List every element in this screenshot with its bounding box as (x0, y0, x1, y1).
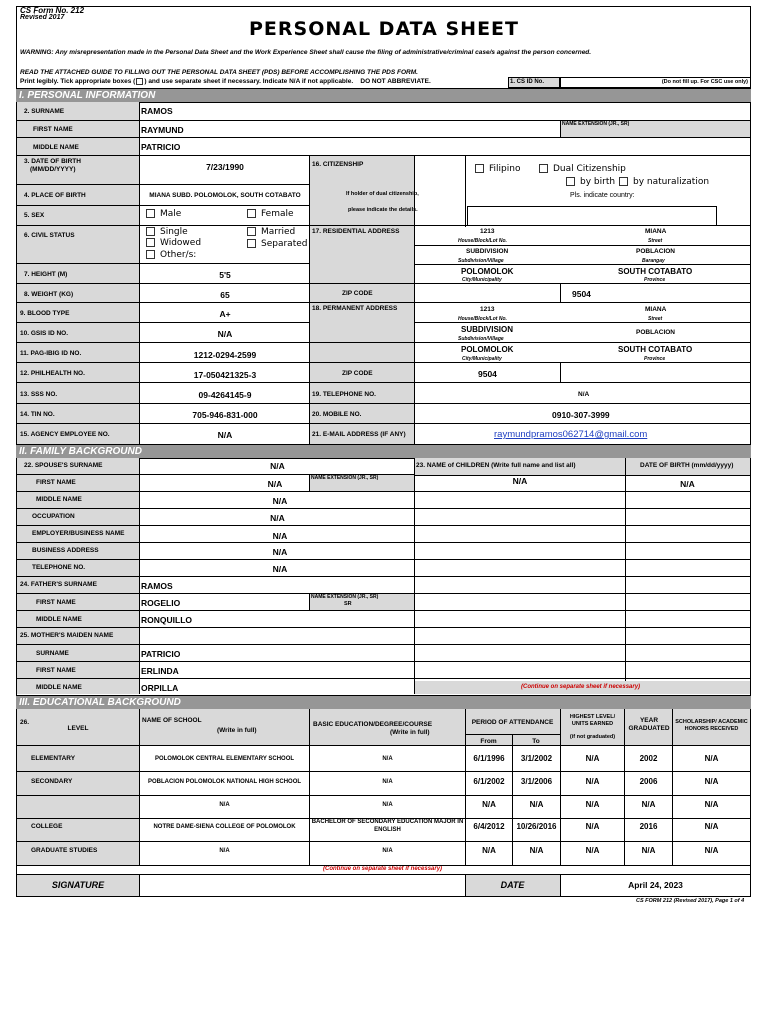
edu-level-cell: COLLEGE (31, 823, 63, 830)
civil-married-option[interactable] (247, 227, 295, 237)
citizenship-label: 16. CITIZENSHIP (312, 161, 364, 168)
sss-label: 13. SSS NO. (20, 391, 58, 398)
edu-school-cell[interactable]: POBLACION POLOMOLOK NATIONAL HIGH SCHOOL (147, 779, 302, 785)
edu-course-cell[interactable]: N/A (382, 779, 393, 785)
naturalization-checkbox[interactable] (619, 177, 628, 186)
filipino-checkbox[interactable] (475, 164, 484, 173)
grid-line (560, 362, 561, 382)
grid-line (17, 155, 750, 156)
perm-city[interactable]: POLOMOLOK (461, 345, 514, 354)
father-surname-value[interactable]: RAMOS (141, 581, 173, 591)
business-address-label: BUSINESS ADDRESS (32, 547, 99, 554)
cs-id-label: 1. CS ID No. (508, 77, 560, 88)
grid-line (414, 155, 415, 445)
subd-caption: Subdivision/Village (458, 258, 504, 264)
grid-line (17, 322, 310, 323)
grid-line (139, 874, 140, 896)
edu-units-cell[interactable]: N/A (585, 846, 600, 855)
signature-label: SIGNATURE (51, 880, 105, 890)
res-zip-label: ZIP CODE (342, 290, 373, 297)
street-caption: Street (648, 238, 663, 244)
grid-line (17, 795, 750, 796)
highest-subheader: (if not graduated) (569, 734, 616, 740)
signature-field[interactable] (141, 876, 463, 895)
perm-subd[interactable]: SUBDIVISION (461, 325, 514, 334)
pob-label: 4. PLACE OF BIRTH (24, 192, 86, 199)
agency-value[interactable]: N/A (217, 430, 233, 440)
res-city[interactable]: POLOMOLOK (461, 267, 514, 276)
separated-checkbox[interactable] (247, 239, 256, 248)
no-abbreviate: DO NOT ABBREVIATE. (360, 78, 431, 86)
grid-line (17, 661, 750, 662)
children-label: 23. NAME of CHILDREN (Write full name and list all) (416, 462, 576, 469)
mother-surname-value[interactable]: PATRICIO (141, 649, 181, 659)
single-text: Single (160, 227, 188, 237)
spouse-first-label: FIRST NAME (36, 479, 76, 486)
father-first-label: FIRST NAME (36, 599, 76, 606)
edu-school-cell[interactable]: POLOMOLOK CENTRAL ELEMENTARY SCHOOL (154, 756, 295, 762)
page-title: PERSONAL DATA SHEET (248, 18, 519, 40)
grid-line (415, 264, 750, 265)
citizenship-by-birth[interactable] (566, 177, 616, 187)
edu-school-cell[interactable]: N/A (219, 802, 230, 808)
civil-separated-option[interactable] (247, 239, 307, 249)
dob-value[interactable]: 7/23/1990 (206, 162, 244, 172)
grid-line (309, 474, 310, 491)
print-note-start: Print legibly. Tick appropriate boxes ( (20, 78, 136, 86)
grid-line (17, 745, 750, 746)
grid-line (17, 525, 750, 526)
gsis-value[interactable]: N/A (217, 329, 233, 339)
print-note (20, 78, 431, 85)
citizenship-filipino[interactable] (475, 164, 520, 174)
perm-street[interactable]: MIANA (645, 306, 667, 313)
from-header: From (480, 738, 497, 745)
mother-first-value[interactable]: ERLINDA (141, 666, 179, 676)
school-write-full: (Write in full) (217, 727, 257, 734)
mother-first-label: FIRST NAME (36, 667, 76, 674)
grid-line (17, 508, 750, 509)
grid-line (415, 245, 750, 246)
spouse-ext-label: NAME EXTENSION (JR., SR) (311, 475, 379, 481)
date-value[interactable]: April 24, 2023 (628, 880, 683, 890)
grid-line (17, 841, 750, 842)
year-header: YEAR GRADUATED (628, 717, 670, 732)
grid-line (17, 423, 750, 424)
civil-single-option[interactable] (146, 227, 188, 237)
philhealth-label: 12. PHILHEALTH NO. (20, 370, 85, 377)
csc-only-field: (Do not fill up. For CSC use only) (560, 77, 751, 88)
guide-text: READ THE ATTACHED GUIDE TO FILLING OUT THE PERSONAL DATA SHEET (PDS) BEFORE ACCOMPLISHING THE PDS FORM. (20, 69, 418, 76)
pob-value[interactable]: MIANA SUBD. POLOMOLOK, SOUTH COTABATO (149, 192, 301, 199)
edu-year-cell[interactable]: 2016 (639, 822, 658, 831)
edu-year-cell[interactable]: 2006 (639, 777, 658, 786)
res-street[interactable]: MIANA (645, 228, 667, 235)
perm-house-caption: House/Block/Lot No. (458, 316, 507, 322)
edu-level-cell: SECONDARY (31, 778, 73, 785)
edu-from-cell[interactable]: N/A (482, 800, 496, 809)
grid-line (17, 120, 750, 121)
father-ext-label: NAME EXTENSION (JR., SR) (311, 594, 379, 600)
agency-label: 15. AGENCY EMPLOYEE NO. (20, 431, 110, 438)
married-text: Married (261, 227, 296, 237)
edu-course-cell[interactable]: N/A (382, 848, 393, 854)
edu-year-cell[interactable]: 2002 (639, 754, 658, 763)
perm-province[interactable]: SOUTH COTABATO (618, 345, 693, 354)
edu-school-cell[interactable]: N/A (219, 848, 230, 854)
occupation-label: OCCUPATION (32, 513, 75, 520)
edu-honors-cell[interactable]: N/A (704, 777, 719, 786)
first-name-value[interactable]: RAYMUND (141, 125, 184, 135)
res-zip-value[interactable]: 9504 (572, 289, 591, 299)
married-checkbox[interactable] (247, 227, 256, 236)
edu-to-cell[interactable]: 3/1/2006 (520, 777, 553, 786)
section-family-background: II. FAMILY BACKGROUND (16, 444, 751, 459)
blood-type-value[interactable]: A+ (219, 309, 231, 319)
form-page-number: CS FORM 212 (Revised 2017), Page 1 of 4 (636, 898, 745, 904)
height-label: 7. HEIGHT (M) (24, 271, 68, 278)
grid-line (17, 771, 750, 772)
spouse-middle-label: MIDDLE NAME (36, 496, 82, 503)
spouse-middle-value[interactable]: N/A (272, 496, 288, 506)
grid-line (17, 865, 750, 866)
middle-name-value[interactable]: PATRICIO (141, 142, 181, 152)
grid-line (17, 644, 750, 645)
mobile-label: 20. MOBILE NO. (312, 411, 362, 418)
sex-label: 5. SEX (24, 212, 45, 219)
grid-line (512, 734, 513, 865)
label-column-right (310, 155, 415, 445)
edu-honors-cell[interactable]: N/A (704, 800, 719, 809)
edu-year-cell[interactable]: N/A (641, 800, 656, 809)
pagibig-value[interactable]: 1212-0294-2599 (193, 350, 257, 360)
education-number: 26. (20, 719, 30, 726)
father-ext-value[interactable]: SR (344, 601, 352, 607)
philhealth-value[interactable]: 17-050421325-3 (193, 370, 257, 380)
grid-line (309, 155, 310, 445)
grid-line (17, 184, 310, 185)
dual-text: Dual Citizenship (553, 164, 626, 174)
grid-line (17, 205, 310, 206)
perm-subd-caption: Subdivision/Village (458, 336, 504, 342)
grid-line (415, 322, 750, 323)
civil-others-option[interactable] (146, 250, 196, 260)
section-personal-info: I. PERSONAL INFORMATION (16, 88, 751, 103)
perm-zip-value[interactable]: 9504 (478, 369, 497, 379)
grid-line (17, 362, 750, 363)
edu-course-cell[interactable]: N/A (382, 802, 393, 808)
edu-course-cell[interactable]: N/A (382, 756, 393, 762)
mother-middle-label: MIDDLE NAME (36, 684, 82, 691)
warning-text: WARNING: Any misrepresentation made in the Personal Data Sheet and the Work Experience Sheet shall cause the filing of administrative/criminal case/s against the person concerned. (20, 49, 592, 56)
grid-line (17, 542, 750, 543)
to-header: To (532, 738, 540, 745)
mobile-value[interactable]: 0910-307-3999 (552, 410, 610, 420)
perm-zip-label: ZIP CODE (342, 370, 373, 377)
course-header: BASIC EDUCATION/DEGREE/COURSE (313, 721, 433, 728)
edu-school-cell[interactable]: NOTRE DAME-SIENA COLLEGE OF POLOMOLOK (153, 824, 296, 830)
period-header: PERIOD OF ATTENDANCE (471, 719, 554, 726)
grid-line (17, 576, 750, 577)
res-subd[interactable]: SUBDIVISION (466, 248, 509, 255)
female-checkbox[interactable] (247, 209, 256, 218)
citizenship-by-naturalization[interactable] (619, 177, 709, 187)
first-name-label: FIRST NAME (33, 126, 73, 133)
edu-from-cell[interactable]: 6/1/1996 (473, 754, 505, 763)
civil-widowed-option[interactable] (146, 238, 201, 248)
edu-course-cell[interactable]: BACHELOR OF SECONDARY EDUCATION MAJOR IN ENGLISH (311, 819, 464, 833)
course-write-full: (Write in full) (390, 729, 430, 736)
single-checkbox[interactable] (146, 227, 155, 236)
name-ext-label: NAME EXTENSION (JR., SR) (562, 121, 630, 127)
sss-value[interactable]: 09-4264145-9 (198, 390, 252, 400)
gsis-label: 10. GSIS ID NO. (20, 330, 69, 337)
dual-note-2: please indicate the details. (348, 207, 418, 213)
grid-line (17, 874, 750, 875)
family-telephone-label: TELEPHONE NO. (32, 564, 86, 571)
dual-checkbox[interactable] (539, 164, 548, 173)
res-house[interactable]: 1213 (480, 228, 495, 235)
grid-line (17, 491, 750, 492)
family-continue-note: (Continue on separate sheet if necessary) (521, 684, 641, 690)
surname-label: 2. SURNAME (24, 108, 65, 115)
grid-line (17, 610, 750, 611)
sex-female-option[interactable] (247, 209, 294, 219)
by-birth-checkbox[interactable] (566, 177, 575, 186)
separated-text: Separated (261, 239, 308, 249)
email-label: 21. E-MAIL ADDRESS (IF ANY) (312, 431, 406, 438)
residential-label: 17. RESIDENTIAL ADDRESS (312, 228, 400, 235)
business-address-value[interactable]: N/A (272, 547, 288, 557)
grid-line (17, 593, 750, 594)
father-surname-label: 24. FATHER'S SURNAME (20, 581, 97, 588)
date-label: DATE (500, 880, 525, 890)
honors-header: SCHOLARSHIP/ ACADEMIC HONORS RECEIVED (675, 719, 748, 732)
edu-from-cell[interactable]: N/A (482, 846, 496, 855)
grid-line (17, 818, 750, 819)
city-caption: City/Municipality (462, 277, 502, 283)
tin-value[interactable]: 705-946-831-000 (192, 410, 258, 420)
grid-line (17, 474, 415, 475)
section-educational-background: III. EDUCATIONAL BACKGROUND (16, 695, 751, 710)
level-header: LEVEL (67, 725, 89, 732)
grid-line (17, 559, 750, 560)
school-header: NAME OF SCHOOL (142, 717, 202, 724)
edu-to-cell[interactable]: 3/1/2002 (520, 754, 553, 763)
naturalization-text: by naturalization (633, 177, 710, 187)
weight-value[interactable]: 65 (220, 290, 230, 300)
blood-type-label: 9. BLOOD TYPE (20, 310, 70, 317)
education-continue-note: (Continue on separate sheet if necessary) (323, 866, 443, 872)
grid-line (465, 734, 560, 735)
grid-line (17, 302, 750, 303)
grid-line (465, 155, 466, 227)
grid-line (17, 678, 750, 679)
citizenship-dual[interactable] (539, 164, 626, 174)
widowed-text: Widowed (160, 238, 202, 248)
grid-line (17, 263, 310, 264)
spouse-surname-label: 22. SPOUSE'S SURNAME (24, 462, 103, 469)
civil-status-label: 6. CIVIL STATUS (24, 232, 75, 239)
child-dob-value[interactable]: N/A (680, 479, 695, 489)
sex-male-option[interactable] (146, 209, 181, 219)
others-text: Other/s: (160, 250, 197, 260)
perm-brgy[interactable]: POBLACION (636, 329, 675, 336)
tick-box-sample (136, 78, 143, 85)
edu-to-cell[interactable]: 10/26/2016 (516, 822, 557, 831)
grid-line (17, 225, 750, 226)
mother-surname-label: SURNAME (36, 650, 69, 657)
father-first-value[interactable]: ROGELIO (141, 598, 181, 608)
perm-city-caption: City/Municipality (462, 356, 502, 362)
spouse-surname-value[interactable]: N/A (270, 461, 285, 471)
grid-line (17, 403, 750, 404)
telephone-label: 19. TELEPHONE NO. (312, 391, 376, 398)
widowed-checkbox[interactable] (146, 238, 155, 247)
country-prompt: Pls. indicate country: (570, 192, 635, 199)
employer-value[interactable]: N/A (272, 531, 288, 541)
province-caption: Province (644, 277, 666, 283)
middle-name-label: MIDDLE NAME (33, 144, 79, 151)
father-middle-value[interactable]: RONQUILLO (141, 615, 192, 625)
tin-label: 14. TIN NO. (20, 411, 55, 418)
grid-line (17, 382, 750, 383)
grid-line (560, 283, 561, 303)
house-caption: House/Block/Lot No. (458, 238, 507, 244)
spouse-first-value[interactable]: N/A (267, 479, 283, 489)
edu-units-cell[interactable]: N/A (585, 777, 600, 786)
pagibig-label: 11. PAG-IBIG ID NO. (20, 350, 82, 357)
father-middle-label: MIDDLE NAME (36, 616, 82, 623)
permanent-label: 18. PERMANENT ADDRESS (312, 305, 398, 312)
surname-value[interactable]: RAMOS (141, 106, 173, 116)
filipino-text: Filipino (489, 164, 521, 174)
brgy-caption: Barangay (642, 258, 665, 264)
grid-line (17, 627, 750, 628)
res-province[interactable]: SOUTH COTABATO (618, 267, 693, 276)
edu-honors-cell[interactable]: N/A (704, 754, 719, 763)
perm-house[interactable]: 1213 (480, 306, 495, 313)
res-brgy[interactable]: POBLACION (636, 248, 675, 255)
child-dob-label: DATE OF BIRTH (mm/dd/yyyy) (640, 462, 734, 469)
mother-maiden-label: 25. MOTHER'S MAIDEN NAME (20, 632, 114, 639)
edu-units-cell[interactable]: N/A (585, 822, 600, 831)
mother-middle-value[interactable]: ORPILLA (141, 683, 179, 693)
perm-street-caption: Street (648, 316, 663, 322)
grid-line (309, 593, 310, 610)
form-number: CS Form No. 212 (20, 6, 85, 15)
country-select[interactable] (467, 206, 717, 226)
edu-units-cell[interactable]: N/A (585, 754, 600, 763)
weight-label: 8. WEIGHT (KG) (24, 291, 74, 298)
edu-to-cell[interactable]: N/A (529, 846, 544, 855)
telephone-value[interactable]: N/A (578, 391, 590, 398)
child-name-value[interactable]: N/A (512, 476, 528, 486)
edu-year-cell[interactable]: N/A (641, 846, 656, 855)
grid-line (17, 283, 750, 284)
male-text: Male (160, 209, 182, 219)
occupation-value[interactable]: N/A (270, 513, 285, 523)
edu-from-cell[interactable]: 6/4/2012 (473, 822, 505, 831)
grid-line (139, 102, 140, 445)
others-checkbox[interactable] (146, 250, 155, 259)
family-telephone-value[interactable]: N/A (272, 564, 288, 574)
edu-from-cell[interactable]: 6/1/2002 (473, 777, 505, 786)
edu-honors-cell[interactable]: N/A (704, 822, 719, 831)
female-text: Female (261, 209, 294, 219)
edu-level-cell: ELEMENTARY (31, 755, 76, 762)
dual-note-1: If holder of dual citizenship, (346, 191, 419, 197)
edu-honors-cell[interactable]: N/A (704, 846, 719, 855)
employer-label: EMPLOYER/BUSINESS NAME (32, 530, 125, 537)
male-checkbox[interactable] (146, 209, 155, 218)
dob-label: 3. DATE OF BIRTH (24, 158, 81, 165)
edu-units-cell[interactable]: N/A (585, 800, 600, 809)
print-note-end: ) and use separate sheet if necessary. Indicate N/A if not applicable. (144, 78, 354, 86)
height-value[interactable]: 5'5 (219, 270, 231, 280)
grid-line (415, 475, 750, 476)
by-birth-text: by birth (580, 177, 616, 187)
dob-format: (MM/DD/YYYY) (30, 166, 76, 173)
grid-line (17, 342, 750, 343)
edu-to-cell[interactable]: N/A (529, 800, 544, 809)
form-revision: Revised 2017 (20, 14, 65, 21)
edu-level-cell: GRADUATE STUDIES (31, 847, 98, 854)
perm-province-caption: Province (644, 356, 666, 362)
highest-header: HIGHEST LEVEL/ UNITS EARNED (569, 714, 616, 727)
email-value[interactable]: raymundpramos062714@gmail.com (494, 429, 648, 440)
grid-line (17, 137, 750, 138)
